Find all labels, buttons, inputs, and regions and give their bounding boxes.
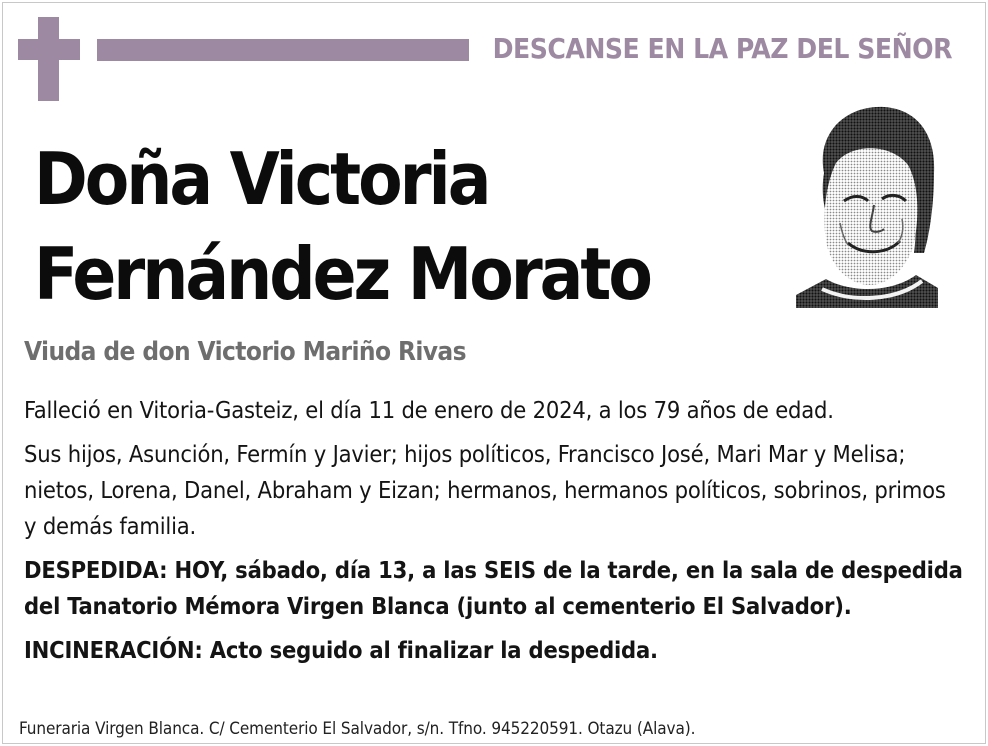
farewell-info: DESPEDIDA: HOY, sábado, día 13, a las SEIS de la tarde, en la sala de despedida del Tanatorio Mémora Virgen Blanca (junto al cementerio El Salvador). — [24, 556, 963, 620]
death-notice: Falleció en Vitoria-Gasteiz, el día 11 de enero de 2024, a los 79 años de edad. — [24, 396, 834, 424]
family-list: Sus hijos, Asunción, Fermín y Javier; hijos políticos, Francisco José, Mari Mar y Melisa; nietos, Lorena, Danel, Abraham y Eizan; hermanos, hermanos políticos, sobrinos, primos y demás familia. — [24, 440, 946, 540]
deceased-name — [34, 132, 774, 322]
funeral-home-footer: Funeraria Virgen Blanca. C/ Cementerio El Salvador, s/n. Tfno. 945220591. Otazu (Alava). — [19, 719, 696, 739]
spouse-line: Viuda de don Victorio Mariño Rivas — [24, 337, 466, 367]
notice-body — [24, 392, 964, 668]
name-line-2: Fernández Morato — [34, 232, 650, 316]
cremation-info: INCINERACIÓN: Acto seguido al finalizar la despedida. — [24, 636, 658, 664]
portrait-photo — [796, 103, 938, 308]
header-title: DESCANSE EN LA PAZ DEL SEÑOR — [492, 32, 952, 65]
cross-icon — [18, 17, 80, 101]
name-line-1: Doña Victoria — [34, 137, 489, 221]
header-divider-bar — [97, 39, 469, 61]
